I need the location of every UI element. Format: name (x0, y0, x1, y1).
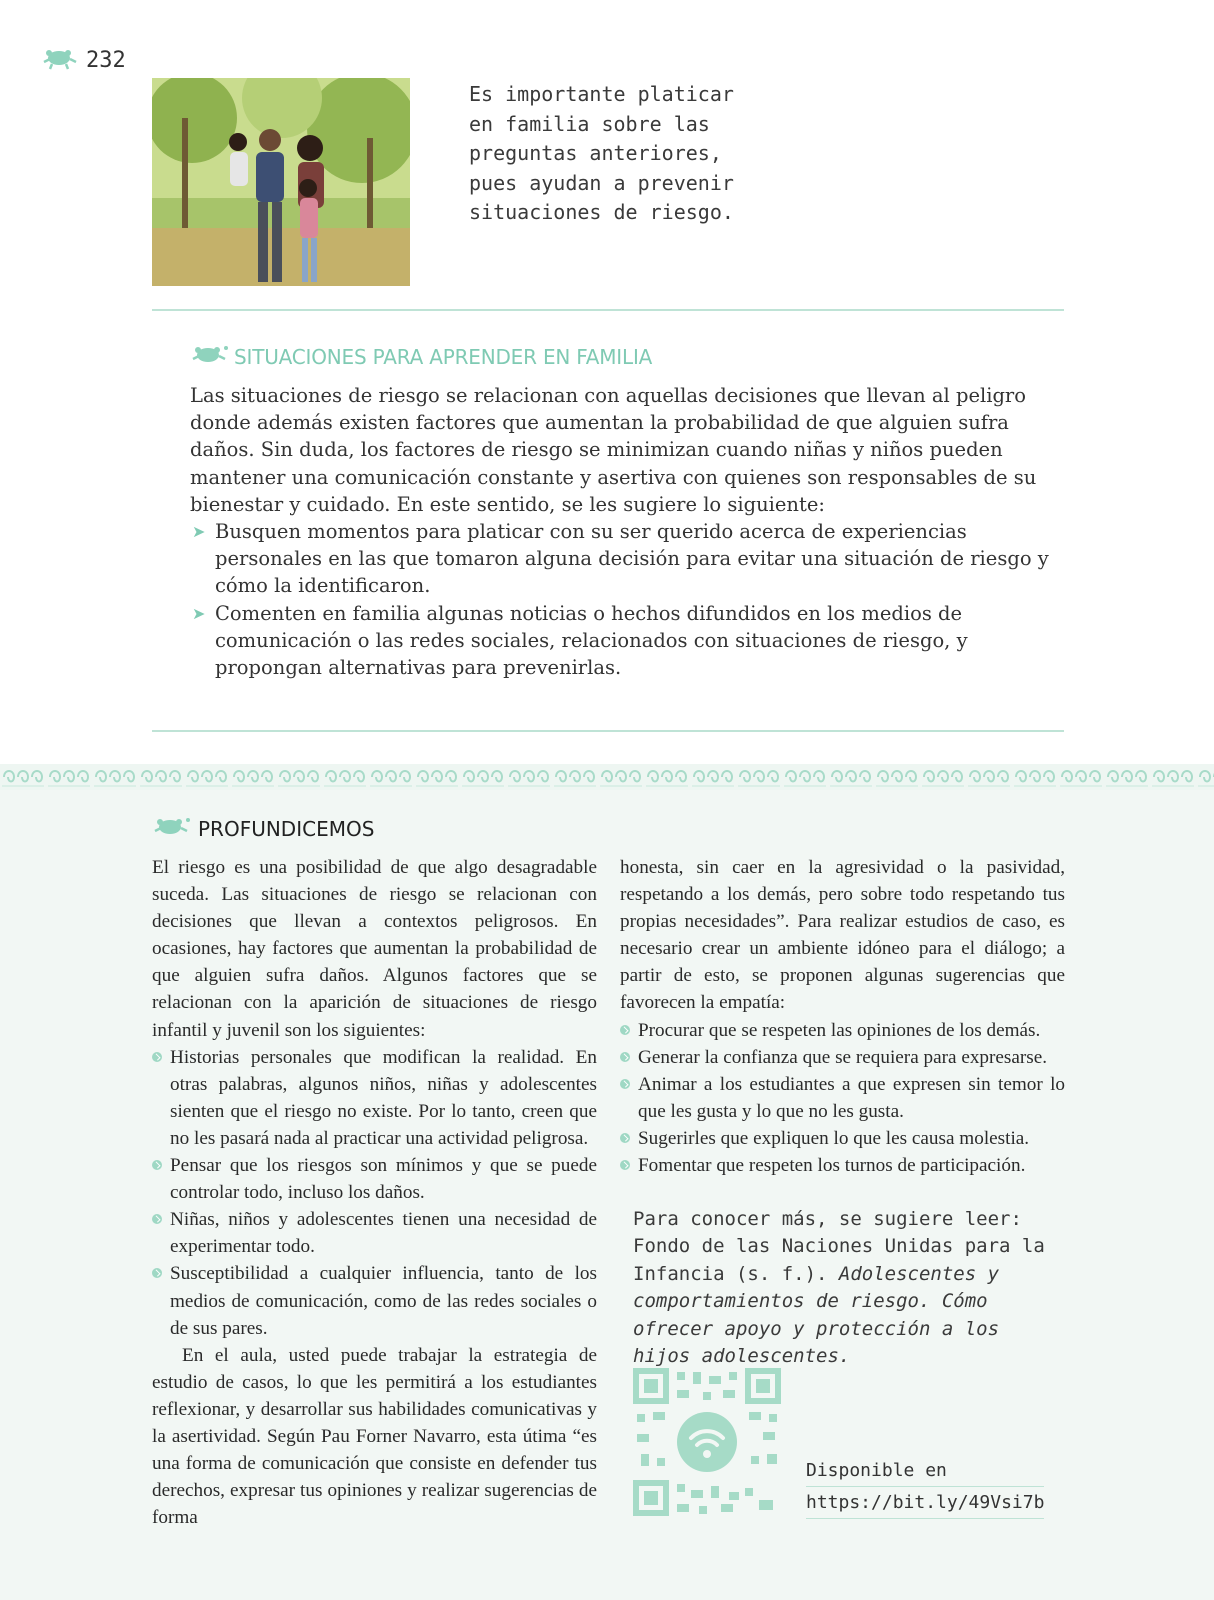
list-item: ➤ Busquen momentos para platicar con su ser querido acerca de experiencias personales en las que tomaron alguna decisión para evitar una situación de riesgo y cómo la identificaron. (192, 520, 1049, 598)
classroom-paragraph: En el aula, usted puede trabajar la estrategia de estudio de casos, lo que les permitirá a los estudiantes reflexionar, y desarrollar sus habilidades comunicativas y la asertividad. Según Pau Forner Navarro, esta útima “es una forma de comunicación que consiste en defender tus derechos, expresar tus opiniones y realizar sugerencias de forma (152, 1344, 597, 1529)
axolotl-icon (190, 342, 228, 371)
axolotl-icon (152, 814, 190, 843)
family-section-body (190, 382, 1060, 681)
family-section-title: SITUACIONES PARA APRENDER EN FAMILIA (234, 344, 653, 369)
photo-caption: Es importante platicar en familia sobre las preguntas anteriores, pues ayudan a prevenir situaciones de riesgo. (469, 82, 734, 224)
right-column (620, 854, 1065, 1179)
qr-code[interactable] (633, 1368, 781, 1516)
bottom-divider (152, 730, 1064, 732)
factors-list (152, 1044, 597, 1342)
reading-reference: Para conocer más, se sugiere leer: Fondo de las Naciones Unidas para la Infancia (s. f.). (633, 1208, 1045, 1285)
check-bullet-icon (620, 1079, 630, 1089)
check-bullet-icon (152, 1214, 162, 1224)
left-column (152, 854, 597, 1531)
list-item: Pensar que los riesgos son mínimos y que se puede controlar todo, incluso los daños. (152, 1152, 597, 1206)
arrow-bullet-icon: ➤ (192, 603, 206, 623)
list-item: Fomentar que respeten los turnos de participación. (620, 1152, 1065, 1179)
suggestions-list (620, 1017, 1065, 1180)
resource-link[interactable]: https://bit.ly/49Vsi7b (806, 1487, 1044, 1519)
further-reading (633, 1206, 1063, 1370)
list-item: Animar a los estudiantes a que expresen sin temor lo que les gusta y lo que no les gusta. (620, 1071, 1065, 1125)
list-item: ➤ Comenten en familia algunas noticias o hechos difundidos en los medios de comunicación o las redes sociales, relacionados con situaciones de riesgo, y propongan alternativas para prevenirlas. (192, 601, 968, 680)
profundicemos-title: PROFUNDICEMOS (198, 816, 375, 841)
check-bullet-icon (620, 1025, 630, 1035)
list-item: Generar la confianza que se requiera para expresarse. (620, 1044, 1065, 1071)
list-item: Sugerirles que expliquen lo que les causa molestia. (620, 1125, 1065, 1152)
family-paragraph: Las situaciones de riesgo se relacionan con aquellas decisiones que llevan al peligro donde además existen factores que aumentan la probabilidad de que alguien sufra daños. Sin duda, los factores de riesgo se minimizan cuando niñas y niños pueden mantener una comunicación constante y asertiva con quienes son responsables de su bienestar y cuidado. En este sentido, se les sugiere lo siguiente: (190, 384, 1037, 516)
axolotl-icon (40, 44, 78, 76)
list-item: Susceptibilidad a cualquier influencia, tanto de los medios de comunicación, como de las redes sociales o de sus pares. (152, 1260, 597, 1341)
list-item: Procurar que se respeten las opiniones de los demás. (620, 1017, 1065, 1044)
intro-paragraph: El riesgo es una posibilidad de que algo desagradable suceda. Las situaciones de riesgo se relacionan con decisiones que llevan a contextos peligrosos. En ocasiones, hay factores que aumentan la probabilidad de que alguien sufra daños. Algunos factores que se relacionan con la aparición de situaciones de riesgo infantil y juvenil son los siguientes: (152, 857, 597, 1041)
family-photo (152, 78, 410, 286)
family-list (190, 518, 1060, 681)
reading-title: Adolescentes y comportamientos de riesgo. Cómo ofrecer apoyo y protección a los hijos adolescentes. (633, 1262, 1000, 1368)
page-number (40, 44, 126, 76)
available-at (806, 1455, 1044, 1519)
continuation-paragraph: honesta, sin caer en la agresividad o la pasividad, respetando a los demás, pero sobre todo respetando tus propias necesidades”. Para realizar estudios de caso, es necesario crear un ambiente idóneo para el diálogo; a partir de esto, se proponen algunas sugerencias que favorecen la empatía: (620, 857, 1065, 1014)
check-bullet-icon (152, 1268, 162, 1278)
check-bullet-icon (152, 1052, 162, 1062)
arrow-bullet-icon: ➤ (192, 522, 206, 542)
check-bullet-icon (620, 1160, 630, 1170)
available-label: Disponible en (806, 1455, 1044, 1487)
check-bullet-icon (620, 1133, 630, 1143)
family-section-heading (190, 342, 652, 371)
check-bullet-icon (152, 1160, 162, 1170)
top-divider (152, 309, 1064, 311)
decorative-border (0, 764, 1214, 790)
list-item: Historias personales que modifican la realidad. En otras palabras, algunos niños, niñas y adolescentes sienten que el riesgo no existe. Por lo tanto, creen que no les pasará nada al practicar una actividad peligrosa. (152, 1044, 597, 1152)
page-number-text: 232 (86, 47, 126, 73)
profundicemos-heading (152, 814, 374, 843)
list-item: Niñas, niños y adolescentes tienen una necesidad de experimentar todo. (152, 1206, 597, 1260)
check-bullet-icon (620, 1052, 630, 1062)
